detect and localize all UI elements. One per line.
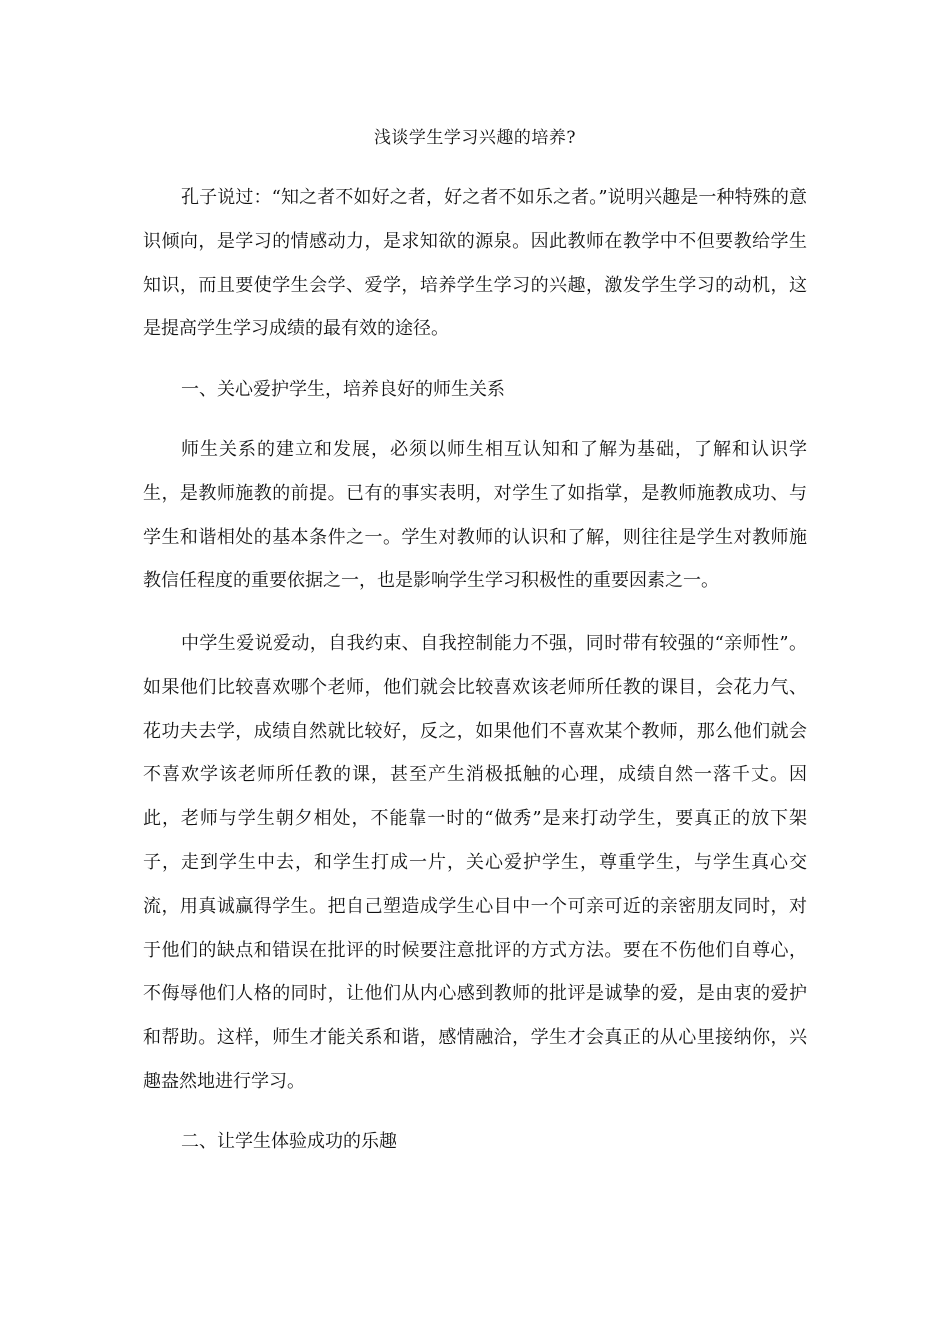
paragraph-middle-school-students: 中学生爱说爱动，自我约束、自我控制能力不强，同时带有较强的“亲师性”。如果他们比较喜欢哪个老师，他们就会比较喜欢该老师所任教的课目，会花力气、花功夫去学，成绩自然就比较好，反之，如果他们不喜欢某个教师，那么他们就会不喜欢学该老师所任教的课，甚至产生消极抵触的心理，成绩自然一落千丈。因此，老师与学生朝夕相处，不能靠一时的“做秀”是来打动学生，要真正的放下架子，走到学生中去，和学生打成一片，关心爱护学生，尊重学生，与学生真心交流，用真诚赢得学生。把自己塑造成学生心目中一个可亲可近的亲密朋友同时，对于他们的缺点和错误在批评的时候要注意批评的方式方法。要在不伤他们自尊心，不侮辱他们人格的同时，让他们从内心感到教师的批评是诚挚的爱，是由衷的爱护和帮助。这样，师生才能关系和谐，感情融洽，学生才会真正的从心里接纳你，兴趣盎然地进行学习。 (143, 633, 807, 1092)
paragraph-teacher-student-relationship: 师生关系的建立和发展，必须以师生相互认知和了解为基础，了解和认识学生，是教师施教的前提。已有的事实表明，对学生了如指掌，是教师施教成功、与学生和谐相处的基本条件之一。学生对教师的认识和了解，则往往是学生对教师施教信任程度的重要依据之一，也是影响学生学习积极性的重要因素之一。 (143, 439, 807, 592)
section-heading-2: 二、让学生体验成功的乐趣 (181, 1131, 397, 1152)
paragraph-intro: 孔子说过：“知之者不如好之者，好之者不如乐之者。”说明兴趣是一种特殊的意识倾向，是学习的情感动力，是求知欲的源泉。因此教师在教学中不但要教给学生知识，而且要使学生会学、爱学，培养学生学习的兴趣，激发学生学习的动机，这是提高学生学习成绩的最有效的途径。 (143, 187, 807, 340)
section-heading-1: 一、关心爱护学生，培养良好的师生关系 (181, 379, 505, 400)
document-title: 浅谈学生学习兴趣的培养? (373, 128, 577, 148)
